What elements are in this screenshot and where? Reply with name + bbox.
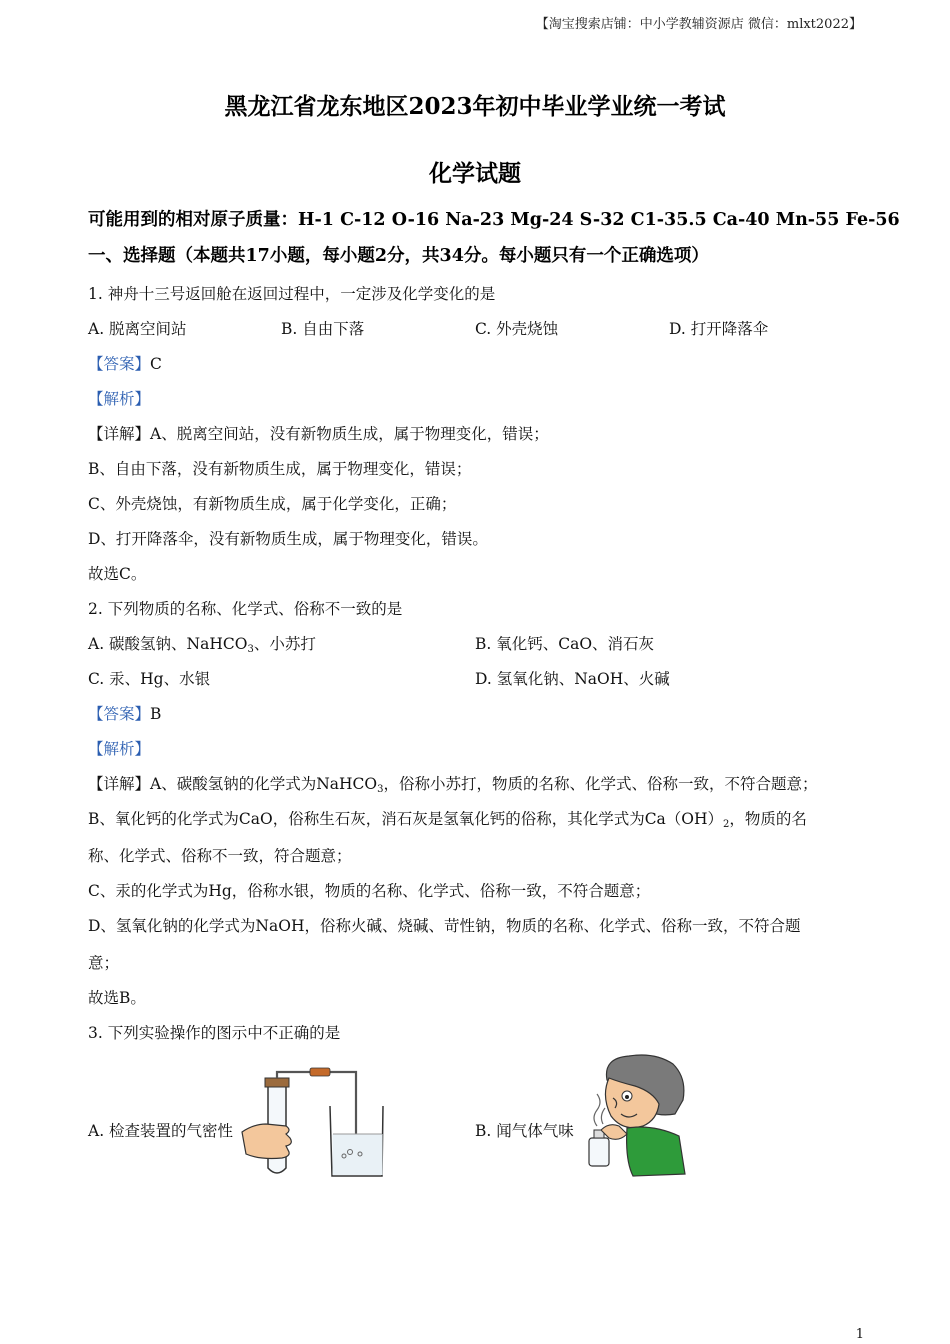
header-note: 【淘宝搜索店铺：中小学教辅资源店 微信：mlxt2022】: [535, 17, 862, 32]
text: ，物质的名: [729, 810, 807, 828]
exam-subtitle: 化学试题: [429, 160, 521, 187]
q1-conclusion: 故选C。: [88, 565, 147, 583]
q1-option-c: C. 外壳烧蚀: [475, 320, 559, 338]
q1-detail-b: B、自由下落，没有新物质生成，属于物理变化，错误；: [88, 460, 472, 478]
exam-title: 黑龙江省龙东地区2023年初中毕业学业统一考试: [224, 93, 726, 120]
atomic-masses: 可能用到的相对原子质量：H-1 C-12 O-16 Na-23 Mg-24 S-32 C1-35.5 Ca-40 Mn-55 Fe-56: [88, 210, 900, 230]
q1-analysis-tag: 【解析】: [88, 390, 151, 408]
detail-tag: 【详解】: [88, 775, 151, 793]
detail-text: A、脱离空间站，没有新物质生成，属于物理变化，错误；: [150, 425, 549, 443]
q2-option-b: B. 氧化钙、CaO、消石灰: [475, 635, 655, 653]
answer-value: B: [150, 705, 162, 723]
text: ，俗称小苏打，物质的名称、化学式、俗称一致，不符合题意；: [383, 775, 818, 793]
q2-detail-c: C、汞的化学式为Hg，俗称水银，物质的名称、化学式、俗称一致，不符合题意；: [88, 882, 651, 900]
page-number: 1: [855, 1327, 864, 1342]
q1-detail-c: C、外壳烧蚀，有新物质生成，属于化学变化，正确；: [88, 495, 457, 513]
q2-option-c: C. 汞、Hg、水银: [88, 670, 211, 688]
q1-option-a: A. 脱离空间站: [88, 320, 187, 338]
q2-conclusion: 故选B。: [88, 989, 146, 1007]
q2-detail-b-cont: 称、化学式、俗称不一致，符合题意；: [88, 847, 352, 865]
text: A. 碳酸氢钠、NaHCO: [88, 635, 248, 653]
q2-analysis-tag: 【解析】: [88, 740, 151, 758]
q1-stem: 1. 神舟十三号返回舱在返回过程中，一定涉及化学变化的是: [88, 285, 496, 303]
airtightness-check-illustration: [240, 1060, 385, 1180]
section-heading: 一、选择题（本题共17小题，每小题2分，共34分。每小题只有一个正确选项）: [88, 246, 709, 266]
smelling-gas-illustration: [583, 1052, 693, 1177]
q3-option-a: A. 检查装置的气密性: [88, 1122, 234, 1140]
answer-tag: 【答案】: [88, 705, 151, 723]
q1-option-b: B. 自由下落: [281, 320, 365, 338]
q1-answer: [88, 354, 162, 374]
subscript: 3: [247, 644, 254, 655]
q1-option-d: D. 打开降落伞: [669, 320, 769, 338]
answer-value: C: [150, 355, 162, 373]
q2-detail-b: [88, 809, 807, 829]
subscript: 2: [723, 819, 730, 830]
q2-answer: [88, 704, 161, 724]
q2-stem: 2. 下列物质的名称、化学式、俗称不一致的是: [88, 600, 403, 618]
q2-detail-d: D、氢氧化钠的化学式为NaOH，俗称火碱、烧碱、苛性钠，物质的名称、化学式、俗称一致，不符合题: [88, 917, 801, 935]
q2-detail-d-cont: 意；: [88, 954, 120, 972]
answer-tag: 【答案】: [88, 355, 151, 373]
q2-option-d: D. 氢氧化钠、NaOH、火碱: [475, 670, 670, 688]
q1-detail-a: [88, 424, 549, 444]
q1-detail-d: D、打开降落伞，没有新物质生成，属于物理变化，错误。: [88, 530, 488, 548]
q2-option-a: [88, 634, 316, 654]
detail-tag: 【详解】: [88, 425, 151, 443]
text: 、小苏打: [253, 635, 316, 653]
subscript: 3: [377, 784, 384, 795]
text: B、氧化钙的化学式为CaO，俗称生石灰，消石灰是氢氧化钙的俗称，其化学式为Ca（OH）: [88, 810, 724, 828]
text: A、碳酸氢钠的化学式为NaHCO: [150, 775, 378, 793]
q2-detail-a: [88, 774, 818, 794]
q3-option-b: B. 闻气体气味: [475, 1122, 574, 1140]
q3-stem: 3. 下列实验操作的图示中不正确的是: [88, 1024, 341, 1042]
